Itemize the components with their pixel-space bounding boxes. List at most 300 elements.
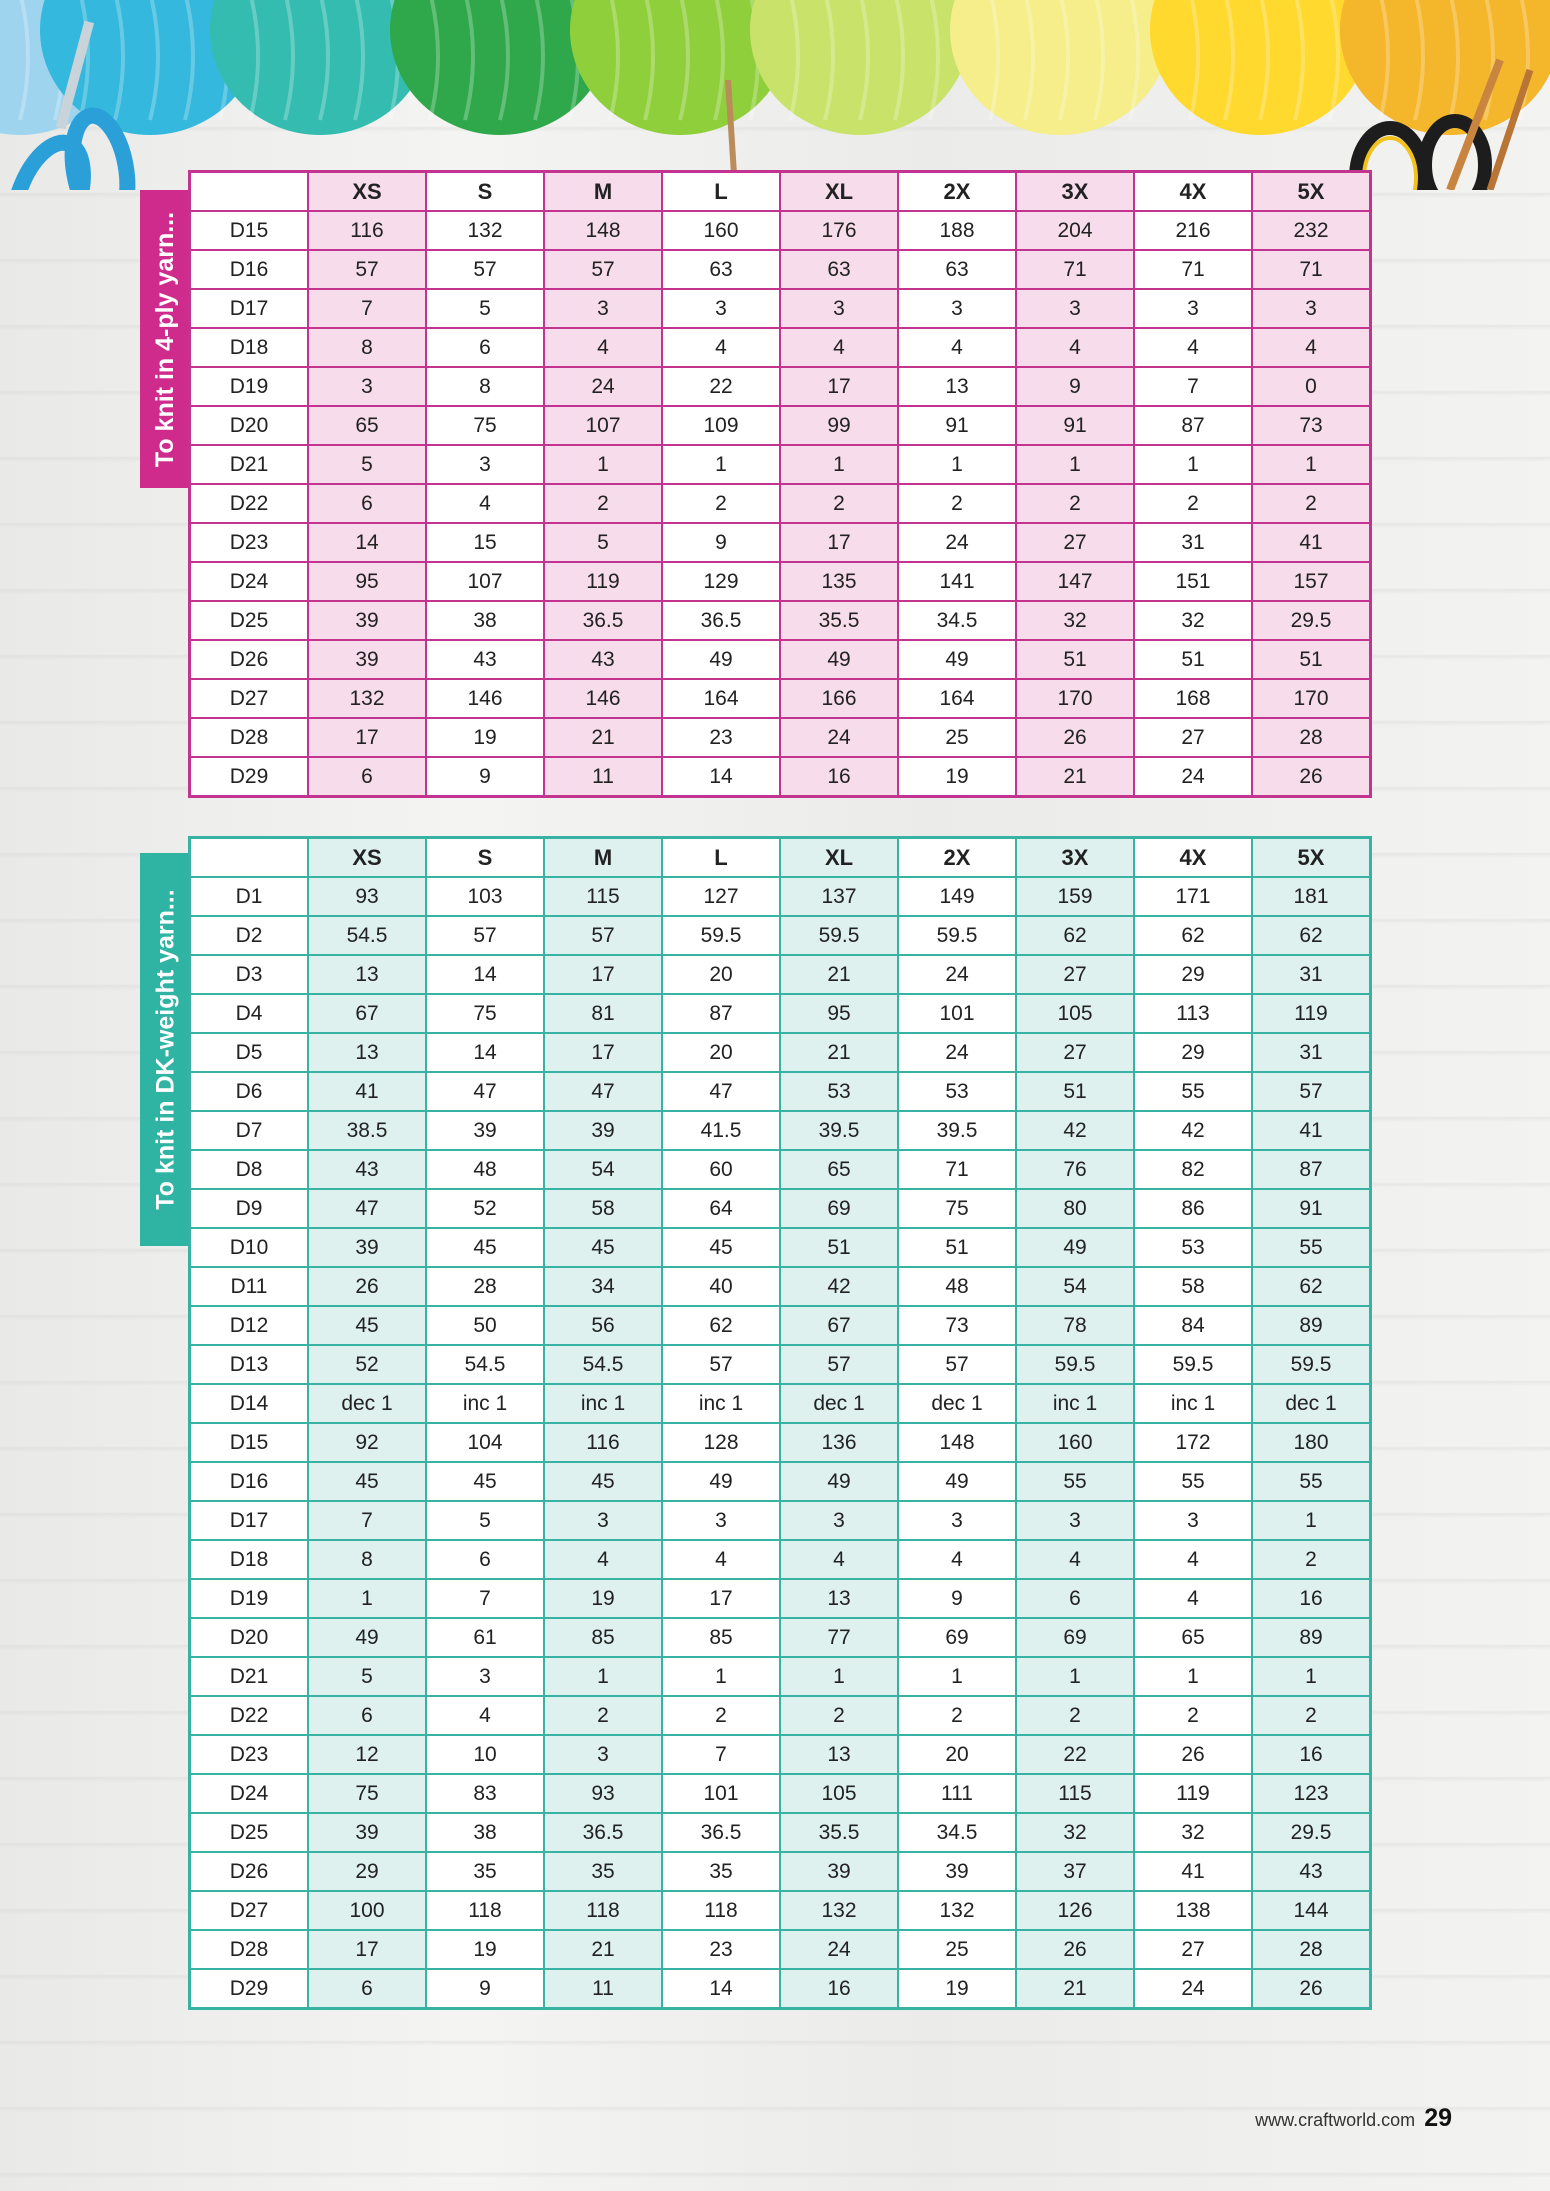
table-cell: 3 [1252, 289, 1371, 328]
table-cell: 2 [1134, 1696, 1252, 1735]
table-cell: 147 [1016, 562, 1134, 601]
table-cell: 27 [1134, 1930, 1252, 1969]
table-cell: 9 [426, 1969, 544, 2009]
table-cell: 63 [898, 250, 1016, 289]
table-cell: 59.5 [1134, 1345, 1252, 1384]
table-cell: 24 [780, 718, 898, 757]
table-row [190, 445, 1371, 484]
table-cell: 86 [1134, 1189, 1252, 1228]
column-header: M [544, 172, 662, 212]
table-cell: 65 [1134, 1618, 1252, 1657]
row-label: D19 [190, 367, 309, 406]
table-cell: dec 1 [308, 1384, 426, 1423]
table-cell: 51 [1252, 640, 1371, 679]
table-cell: 24 [1134, 1969, 1252, 2009]
table-cell: 2 [544, 1696, 662, 1735]
table-row [190, 1072, 1371, 1111]
table-cell: 85 [544, 1618, 662, 1657]
table-row [190, 1930, 1371, 1969]
table-cell: 116 [308, 211, 426, 250]
row-label: D7 [190, 1111, 309, 1150]
table-cell: 35.5 [780, 1813, 898, 1852]
column-header: 3X [1016, 838, 1134, 878]
table-cell: 0 [1252, 367, 1371, 406]
page-number: 29 [1424, 2104, 1452, 2132]
table-cell: 7 [662, 1735, 780, 1774]
table-cell: 95 [780, 994, 898, 1033]
table-cell: 204 [1016, 211, 1134, 250]
table-cell: 144 [1252, 1891, 1371, 1930]
row-label: D25 [190, 1813, 309, 1852]
table-cell: 21 [1016, 1969, 1134, 2009]
table-cell: 41 [1252, 1111, 1371, 1150]
table-4ply [188, 170, 1372, 798]
table-cell: 119 [1134, 1774, 1252, 1813]
table-cell: 1 [1252, 1657, 1371, 1696]
table-row [190, 1774, 1371, 1813]
table-cell: 2 [1016, 484, 1134, 523]
table-cell: 75 [898, 1189, 1016, 1228]
table-cell: 3 [426, 445, 544, 484]
table-cell: 39 [544, 1111, 662, 1150]
table-cell: 64 [662, 1189, 780, 1228]
table-cell: 113 [1134, 994, 1252, 1033]
table-cell: 41.5 [662, 1111, 780, 1150]
table-cell: dec 1 [898, 1384, 1016, 1423]
row-label: D3 [190, 955, 309, 994]
table-cell: 22 [1016, 1735, 1134, 1774]
table-cell: 6 [1016, 1579, 1134, 1618]
table-cell: 1 [898, 1657, 1016, 1696]
table-cell: 101 [662, 1774, 780, 1813]
table-cell: 50 [426, 1306, 544, 1345]
table-cell: 32 [1134, 1813, 1252, 1852]
table-cell: 14 [662, 757, 780, 797]
table-cell: 148 [898, 1423, 1016, 1462]
table-cell: 67 [780, 1306, 898, 1345]
table-cell: 157 [1252, 562, 1371, 601]
table-cell: 62 [662, 1306, 780, 1345]
table-cell: 4 [426, 484, 544, 523]
table-cell: 132 [308, 679, 426, 718]
table-cell: 17 [780, 523, 898, 562]
table-cell: 52 [308, 1345, 426, 1384]
column-header: M [544, 838, 662, 878]
table-cell: 27 [1016, 955, 1134, 994]
table-cell: 43 [1252, 1852, 1371, 1891]
table-cell: 62 [1134, 916, 1252, 955]
table-row [190, 757, 1371, 797]
table-cell: 69 [780, 1189, 898, 1228]
table-cell: 1 [662, 445, 780, 484]
table-row [190, 1501, 1371, 1540]
table-cell: 29 [1134, 1033, 1252, 1072]
table-cell: 65 [780, 1150, 898, 1189]
table-cell: 42 [780, 1267, 898, 1306]
table-cell: 118 [426, 1891, 544, 1930]
table-cell: 166 [780, 679, 898, 718]
table-cell: 119 [1252, 994, 1371, 1033]
table-cell: 1 [780, 1657, 898, 1696]
table-cell: 3 [662, 1501, 780, 1540]
table-cell: 123 [1252, 1774, 1371, 1813]
column-header: S [426, 172, 544, 212]
table-cell: 43 [544, 640, 662, 679]
table-row [190, 289, 1371, 328]
table-cell: 19 [426, 1930, 544, 1969]
table-cell: 16 [780, 757, 898, 797]
table-cell: 4 [1016, 1540, 1134, 1579]
table-cell: 14 [662, 1969, 780, 2009]
table-cell: 7 [308, 1501, 426, 1540]
table-cell: 28 [1252, 718, 1371, 757]
table-cell: 127 [662, 877, 780, 916]
table-row [190, 1540, 1371, 1579]
table-row [190, 1813, 1371, 1852]
table-cell: 78 [1016, 1306, 1134, 1345]
table-cell: 3 [1016, 289, 1134, 328]
table-cell: 6 [426, 328, 544, 367]
table-cell: 1 [1134, 1657, 1252, 1696]
table-cell: 89 [1252, 1306, 1371, 1345]
table-row [190, 679, 1371, 718]
table-cell: 3 [898, 289, 1016, 328]
table-cell: 53 [780, 1072, 898, 1111]
table-cell: 9 [898, 1579, 1016, 1618]
table-cell: 91 [898, 406, 1016, 445]
table-cell: 13 [780, 1735, 898, 1774]
table-cell: 160 [1016, 1423, 1134, 1462]
column-header: L [662, 838, 780, 878]
table-row [190, 955, 1371, 994]
table-cell: 1 [898, 445, 1016, 484]
table-cell: 69 [898, 1618, 1016, 1657]
row-label: D24 [190, 562, 309, 601]
column-header: S [426, 838, 544, 878]
row-label: D1 [190, 877, 309, 916]
table-cell: 16 [1252, 1735, 1371, 1774]
table-cell: 4 [662, 1540, 780, 1579]
table-cell: 6 [308, 757, 426, 797]
table-cell: 87 [662, 994, 780, 1033]
table-cell: 3 [308, 367, 426, 406]
table-cell: 41 [308, 1072, 426, 1111]
table-cell: 168 [1134, 679, 1252, 718]
table-row [190, 1033, 1371, 1072]
table-cell: 75 [426, 994, 544, 1033]
table-row [190, 1696, 1371, 1735]
table-cell: inc 1 [1016, 1384, 1134, 1423]
table-cell: 20 [662, 1033, 780, 1072]
table-row [190, 1267, 1371, 1306]
table-cell: 2 [1134, 484, 1252, 523]
table-cell: 13 [898, 367, 1016, 406]
table-row [190, 1228, 1371, 1267]
table-row [190, 1618, 1371, 1657]
table-cell: 38 [426, 1813, 544, 1852]
table-cell: 84 [1134, 1306, 1252, 1345]
table-cell: 39 [308, 601, 426, 640]
table-cell: 29.5 [1252, 1813, 1371, 1852]
table-cell: 39.5 [898, 1111, 1016, 1150]
table-header-row [190, 172, 1371, 212]
table-cell: 59.5 [662, 916, 780, 955]
table-cell: 39.5 [780, 1111, 898, 1150]
table-cell: 6 [308, 484, 426, 523]
table-cell: 2 [662, 484, 780, 523]
table-cell: 129 [662, 562, 780, 601]
table-cell: 9 [426, 757, 544, 797]
page-footer [1255, 2104, 1452, 2133]
table-cell: 55 [1134, 1462, 1252, 1501]
table-cell: 17 [662, 1579, 780, 1618]
table-cell: 42 [1016, 1111, 1134, 1150]
table-cell: 26 [1134, 1735, 1252, 1774]
table-cell: 91 [1252, 1189, 1371, 1228]
section-label-dk [140, 853, 192, 1246]
table-cell: 4 [780, 328, 898, 367]
table-row [190, 1150, 1371, 1189]
table-cell: 34.5 [898, 1813, 1016, 1852]
table-cell: 51 [1134, 640, 1252, 679]
table-cell: 132 [426, 211, 544, 250]
table-cell: 37 [1016, 1852, 1134, 1891]
table-cell: 36.5 [544, 1813, 662, 1852]
table-cell: 146 [544, 679, 662, 718]
table-row [190, 1423, 1371, 1462]
table-cell: 2 [780, 1696, 898, 1735]
row-label: D4 [190, 994, 309, 1033]
table-cell: 2 [662, 1696, 780, 1735]
table-cell: 6 [426, 1540, 544, 1579]
table-cell: 61 [426, 1618, 544, 1657]
row-label: D15 [190, 1423, 309, 1462]
table-cell: 49 [1016, 1228, 1134, 1267]
table-cell: 26 [1016, 718, 1134, 757]
table-cell: 65 [308, 406, 426, 445]
table-cell: 111 [898, 1774, 1016, 1813]
table-cell: 47 [662, 1072, 780, 1111]
table-cell: 49 [308, 1618, 426, 1657]
row-label: D12 [190, 1306, 309, 1345]
table-cell: 35.5 [780, 601, 898, 640]
table-cell: 53 [898, 1072, 1016, 1111]
table-cell: 85 [662, 1618, 780, 1657]
website-link[interactable]: www.craftworld.com [1255, 2110, 1416, 2130]
row-label: D27 [190, 679, 309, 718]
row-label: D26 [190, 640, 309, 679]
table-cell: 7 [1134, 367, 1252, 406]
table-cell: 17 [780, 367, 898, 406]
column-header: L [662, 172, 780, 212]
table-cell: 8 [308, 1540, 426, 1579]
table-cell: 32 [1016, 1813, 1134, 1852]
row-label: D6 [190, 1072, 309, 1111]
table-cell: 1 [1252, 445, 1371, 484]
table-cell: 55 [1252, 1462, 1371, 1501]
table-cell: 45 [662, 1228, 780, 1267]
row-label: D9 [190, 1189, 309, 1228]
table-cell: 17 [308, 1930, 426, 1969]
table-cell: 71 [1016, 250, 1134, 289]
table-cell: 3 [1134, 289, 1252, 328]
table-cell: 2 [898, 484, 1016, 523]
table-cell: 17 [308, 718, 426, 757]
table-cell: 21 [544, 718, 662, 757]
table-cell: 9 [662, 523, 780, 562]
header-cell-empty [190, 172, 309, 212]
table-cell: inc 1 [426, 1384, 544, 1423]
table-cell: 91 [1016, 406, 1134, 445]
table-cell: 16 [1252, 1579, 1371, 1618]
table-row [190, 718, 1371, 757]
table-cell: 54.5 [544, 1345, 662, 1384]
table-cell: 26 [1252, 757, 1371, 797]
table-row [190, 562, 1371, 601]
table-cell: 45 [308, 1462, 426, 1501]
table-cell: 35 [544, 1852, 662, 1891]
table-cell: 146 [426, 679, 544, 718]
row-label: D24 [190, 1774, 309, 1813]
table-row [190, 1384, 1371, 1423]
table-cell: 34 [544, 1267, 662, 1306]
table-cell: 71 [1252, 250, 1371, 289]
table-cell: 170 [1252, 679, 1371, 718]
table-cell: 48 [898, 1267, 1016, 1306]
table-cell: 29.5 [1252, 601, 1371, 640]
table-cell: 19 [544, 1579, 662, 1618]
table-row [190, 1306, 1371, 1345]
table-cell: 57 [308, 250, 426, 289]
table-cell: 104 [426, 1423, 544, 1462]
table-cell: 87 [1134, 406, 1252, 445]
table-cell: 4 [1134, 328, 1252, 367]
table-cell: 116 [544, 1423, 662, 1462]
column-header: 4X [1134, 172, 1252, 212]
table-cell: 51 [780, 1228, 898, 1267]
table-cell: 52 [426, 1189, 544, 1228]
table-cell: 4 [1252, 328, 1371, 367]
table-cell: 51 [1016, 640, 1134, 679]
table-cell: 19 [898, 757, 1016, 797]
table-cell: 3 [544, 1501, 662, 1540]
table-cell: 6 [308, 1969, 426, 2009]
table-row [190, 1891, 1371, 1930]
table-cell: 57 [1252, 1072, 1371, 1111]
column-header: 3X [1016, 172, 1134, 212]
table-cell: 7 [308, 289, 426, 328]
table-cell: 138 [1134, 1891, 1252, 1930]
section-label-dk-text: To knit in DK-weight yarn... [151, 889, 180, 1210]
table-cell: 107 [544, 406, 662, 445]
table-cell: 39 [780, 1852, 898, 1891]
table-cell: 93 [544, 1774, 662, 1813]
table-cell: 58 [544, 1189, 662, 1228]
table-row [190, 640, 1371, 679]
table-cell: 151 [1134, 562, 1252, 601]
table-cell: 107 [426, 562, 544, 601]
row-label: D15 [190, 211, 309, 250]
table-cell: 5 [426, 289, 544, 328]
column-header: 2X [898, 172, 1016, 212]
table-cell: 45 [544, 1228, 662, 1267]
table-cell: 24 [544, 367, 662, 406]
table-cell: 13 [308, 955, 426, 994]
table-cell: 115 [1016, 1774, 1134, 1813]
table-cell: 81 [544, 994, 662, 1033]
table-cell: 49 [662, 1462, 780, 1501]
row-label: D16 [190, 250, 309, 289]
table-cell: 62 [1252, 1267, 1371, 1306]
table-cell: 39 [308, 640, 426, 679]
table-cell: 28 [426, 1267, 544, 1306]
table-cell: 63 [662, 250, 780, 289]
table-row [190, 211, 1371, 250]
table-cell: 1 [662, 1657, 780, 1696]
table-cell: 4 [544, 1540, 662, 1579]
row-label: D20 [190, 406, 309, 445]
table-cell: 19 [426, 718, 544, 757]
table-cell: 1 [1016, 1657, 1134, 1696]
table-cell: 160 [662, 211, 780, 250]
table-cell: 17 [544, 1033, 662, 1072]
table-cell: 7 [426, 1579, 544, 1618]
table-cell: 21 [780, 955, 898, 994]
table-cell: 45 [544, 1462, 662, 1501]
row-label: D25 [190, 601, 309, 640]
table-cell: 26 [1252, 1969, 1371, 2009]
table-cell: 24 [898, 955, 1016, 994]
table-cell: 13 [308, 1033, 426, 1072]
table-cell: 23 [662, 718, 780, 757]
table-cell: 24 [780, 1930, 898, 1969]
table-cell: 5 [308, 1657, 426, 1696]
table-cell: 45 [426, 1462, 544, 1501]
table-cell: 59.5 [1252, 1345, 1371, 1384]
table-cell: 23 [662, 1930, 780, 1969]
table-cell: 39 [898, 1852, 1016, 1891]
row-label: D2 [190, 916, 309, 955]
table-cell: 4 [780, 1540, 898, 1579]
table-cell: 8 [308, 328, 426, 367]
table-cell: 2 [1252, 484, 1371, 523]
table-cell: 172 [1134, 1423, 1252, 1462]
table-cell: 83 [426, 1774, 544, 1813]
table-cell: 2 [544, 484, 662, 523]
table-cell: 43 [308, 1150, 426, 1189]
column-header: XL [780, 838, 898, 878]
table-cell: 31 [1252, 955, 1371, 994]
table-cell: 14 [308, 523, 426, 562]
yarn-balls-illustration [0, 0, 1550, 190]
row-label: D23 [190, 523, 309, 562]
table-cell: 4 [544, 328, 662, 367]
table-cell: 31 [1252, 1033, 1371, 1072]
table-row [190, 994, 1371, 1033]
row-label: D13 [190, 1345, 309, 1384]
table-row [190, 916, 1371, 955]
table-cell: 38.5 [308, 1111, 426, 1150]
table-cell: 40 [662, 1267, 780, 1306]
column-header: 5X [1252, 172, 1371, 212]
table-row [190, 328, 1371, 367]
table-cell: 4 [1016, 328, 1134, 367]
column-header: 2X [898, 838, 1016, 878]
row-label: D22 [190, 1696, 309, 1735]
table-cell: 101 [898, 994, 1016, 1033]
table-cell: 69 [1016, 1618, 1134, 1657]
section-label-4ply-text: To knit in 4-ply yarn... [151, 211, 180, 467]
